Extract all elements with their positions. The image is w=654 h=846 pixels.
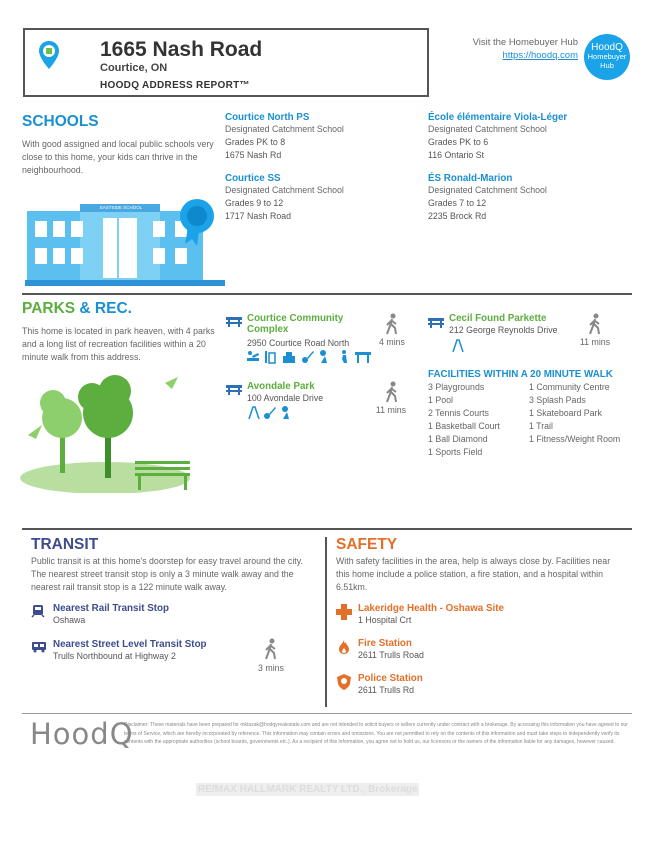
park-amenity-icons: [247, 350, 377, 364]
safety-item[interactable]: [358, 603, 618, 627]
facility-item: 1 Basketball Court: [428, 421, 500, 431]
school-type: Designated Catchment School: [428, 124, 547, 134]
rail-stop[interactable]: [53, 603, 253, 627]
school-type: Designated Catchment School: [428, 185, 547, 195]
park-amenity-icons: [247, 406, 307, 420]
hospital-icon: [336, 604, 352, 625]
transit-title: TRANSIT: [31, 536, 99, 553]
footer-divider: [22, 713, 632, 714]
bench-icon: [226, 314, 242, 332]
walking-person-icon: [385, 381, 399, 408]
park-address: 212 George Reynolds Drive: [449, 325, 558, 335]
address-title: 1665 Nash Road: [100, 38, 263, 61]
rail-stop-title: Nearest Rail Transit Stop: [53, 603, 169, 614]
facility-item: 1 Ball Diamond: [428, 434, 488, 444]
facilities-title: FACILITIES WITHIN A 20 MINUTE WALK: [428, 369, 613, 380]
street-stop-name: Trulls Northbound at Highway 2: [53, 651, 176, 661]
school-address: 1675 Nash Rd: [225, 150, 282, 160]
logo-line-2: Homebuyer: [587, 52, 627, 61]
report-title: HOODQ ADDRESS REPORT™: [100, 80, 250, 91]
facility-item: 1 Skateboard Park: [529, 408, 602, 418]
school-address: 2235 Brock Rd: [428, 211, 487, 221]
logo-line-1: HoodQ: [591, 42, 623, 53]
safety-item[interactable]: [358, 638, 618, 662]
fire-icon: [338, 639, 350, 660]
school-type: Designated Catchment School: [225, 185, 344, 195]
park-name: Avondale Park: [247, 381, 315, 392]
brokerage-watermark: RE/MAX HALLMARK REALTY LTD., Brokerage: [198, 784, 418, 795]
school-item[interactable]: [428, 173, 628, 223]
safety-address: 1 Hospital Crt: [358, 615, 412, 625]
disclaimer: Disclaimer: These materials have been prepared for mktazak@hodqyrealestate.com and are not intended to solicit buyers or sellers currently under contract with a brokerage. By accessing this information you have agreed to our terms of Service, which are hereby incorporated by reference. This information may contain errors and omissions. You are not permitted to rely on the contents of this information and must take steps to independently verify its contents with the appropriate authorities (school boards, governments etc.). As a recipient of this information, you agree not to hold us, our licensors or the owners of the information liable for any damages, however caused.: [124, 722, 628, 745]
school-address: 116 Ontario St: [428, 150, 485, 160]
street-stop[interactable]: [53, 639, 253, 663]
park-name: Courtice Community Complex: [247, 313, 344, 335]
park-address: 2950 Courtice Road North: [247, 338, 350, 348]
bench-icon: [428, 315, 444, 333]
school-type: Designated Catchment School: [225, 124, 344, 134]
safety-name: Lakeridge Health - Oshawa Site: [358, 603, 504, 614]
park-name: Cecil Found Parkette: [449, 313, 547, 324]
divider: [22, 293, 632, 295]
facilities-list-col1: [428, 381, 528, 459]
school-name: École élémentaire Viola-Léger: [428, 112, 568, 123]
transit-description: Public transit is at this home's doorstep for easy travel around the city. The nearest street transit stop is only a 3 minute walk away and the nearest rail transit stop is a 122 minute walk away.: [31, 556, 303, 592]
safety-description: With safety facilities in the area, help is always close by. Facilities near this home include a police station, a fire station, and a hospital within 6.51km.: [336, 556, 611, 592]
school-sign: EASTSIDE SCHOOL: [99, 205, 143, 210]
school-name: ÉS Ronald-Marion: [428, 173, 513, 184]
divider: [22, 528, 632, 530]
school-item[interactable]: [225, 173, 420, 223]
walking-person-icon: [264, 638, 278, 665]
parks-title-b: & REC.: [79, 300, 132, 317]
school-name: Courtice SS: [225, 173, 281, 184]
walking-person-icon: [588, 313, 602, 340]
vertical-divider: [325, 537, 327, 707]
walk-time: 3 mins: [258, 663, 284, 673]
facility-item: 2 Tennis Courts: [428, 408, 489, 418]
facility-item: 1 Sports Field: [428, 447, 483, 457]
hoodq-wordmark: HoodQ: [30, 717, 134, 751]
parks-title: [22, 300, 132, 318]
playground-icon: [451, 339, 465, 358]
park-item[interactable]: [247, 313, 377, 350]
logo-line-3: Hub: [600, 61, 614, 70]
address-city: Courtice, ON: [100, 62, 168, 74]
facility-item: 1 Trail: [529, 421, 553, 431]
bus-icon: [31, 640, 47, 658]
school-grades: Grades PK to 6: [428, 137, 489, 147]
school-grades: Grades PK to 8: [225, 137, 286, 147]
hub-link[interactable]: https://hoodq.com: [502, 50, 578, 61]
train-icon: [31, 604, 45, 623]
hoodq-hub-logo[interactable]: [584, 34, 630, 80]
police-badge-icon: [337, 674, 351, 695]
street-stop-title: Nearest Street Level Transit Stop: [53, 639, 207, 650]
visit-hub-text: Visit the Homebuyer Hub: [472, 37, 578, 48]
walk-time: 11 mins: [375, 405, 407, 415]
rail-stop-name: Oshawa: [53, 615, 86, 625]
facility-item: 1 Fitness/Weight Room: [529, 434, 621, 444]
safety-name: Police Station: [358, 673, 423, 684]
safety-item[interactable]: [358, 673, 618, 697]
facility-item: 3 Splash Pads: [529, 395, 586, 405]
walk-time: 4 mins: [379, 337, 405, 347]
school-item[interactable]: [428, 112, 628, 162]
park-item[interactable]: [247, 381, 377, 405]
schools-title: SCHOOLS: [22, 113, 99, 130]
park-item[interactable]: [449, 313, 589, 337]
parks-title-a: PARKS: [22, 300, 76, 317]
facility-item: 1 Community Centre: [529, 382, 610, 392]
safety-address: 2611 Trulls Rd: [358, 685, 415, 695]
parks-description: This home is located in park heaven, with 4 parks and a long list of recreation facilities within a 20 minute walk from this address.: [22, 326, 215, 362]
location-pin-icon: [38, 40, 60, 70]
walk-time: 11 mins: [579, 337, 611, 347]
walking-person-icon: [385, 313, 399, 340]
school-grades: Grades 9 to 12: [225, 198, 284, 208]
facility-item: 3 Playgrounds: [428, 382, 485, 392]
facilities-list-col2: [529, 381, 639, 446]
safety-address: 2611 Trulls Road: [358, 650, 424, 660]
school-grades: Grades 7 to 12: [428, 198, 487, 208]
school-item[interactable]: [225, 112, 420, 162]
school-building-illustration: [25, 196, 225, 288]
park-address: 100 Avondale Drive: [247, 393, 324, 403]
schools-description: With good assigned and local public schools very close to this home, your kids can thrive in the neighbourhood.: [22, 139, 214, 175]
facility-item: 1 Pool: [428, 395, 453, 405]
school-address: 1717 Nash Road: [225, 211, 292, 221]
park-illustration: [20, 373, 200, 493]
school-name: Courtice North PS: [225, 112, 310, 123]
safety-title: SAFETY: [336, 536, 398, 553]
bench-icon: [226, 382, 242, 400]
safety-name: Fire Station: [358, 638, 412, 649]
